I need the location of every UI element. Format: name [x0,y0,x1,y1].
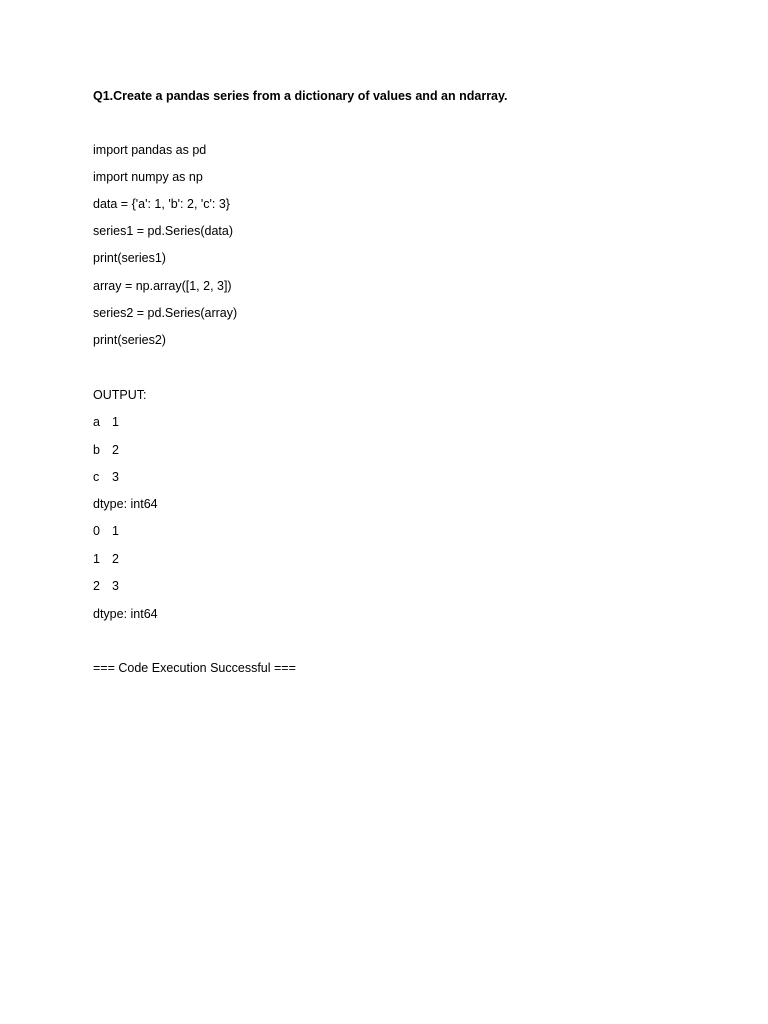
question-title: Q1.Create a pandas series from a dictionary of values and an ndarray. [93,89,508,103]
output-value: 1 [112,415,119,429]
output-index: 1 [93,552,100,566]
output-index: 2 [93,579,100,593]
output-row [93,578,119,594]
output-dtype: dtype: int64 [93,497,158,511]
output-index: 0 [93,524,100,538]
output-index: a [93,415,100,429]
output-row [93,469,119,485]
output-value: 1 [112,524,119,538]
output-label: OUTPUT: [93,388,147,402]
output-value: 3 [112,470,119,484]
output-row [93,414,119,430]
code-line: print(series2) [93,333,166,347]
output-dtype: dtype: int64 [93,607,158,621]
output-index: b [93,443,100,457]
code-line: array = np.array([1, 2, 3]) [93,279,232,293]
code-line: series1 = pd.Series(data) [93,224,234,238]
output-row [93,523,119,539]
output-index: c [93,470,100,484]
code-line: series2 = pd.Series(array) [93,306,238,320]
output-value: 2 [112,443,119,457]
execution-status: === Code Execution Successful === [93,661,296,675]
code-line: import numpy as np [93,170,203,184]
output-value: 3 [112,579,119,593]
code-line: import pandas as pd [93,143,207,157]
output-row [93,442,119,458]
output-value: 2 [112,552,119,566]
code-line: print(series1) [93,251,166,265]
code-line: data = {'a': 1, 'b': 2, 'c': 3} [93,197,230,211]
output-row [93,551,119,567]
